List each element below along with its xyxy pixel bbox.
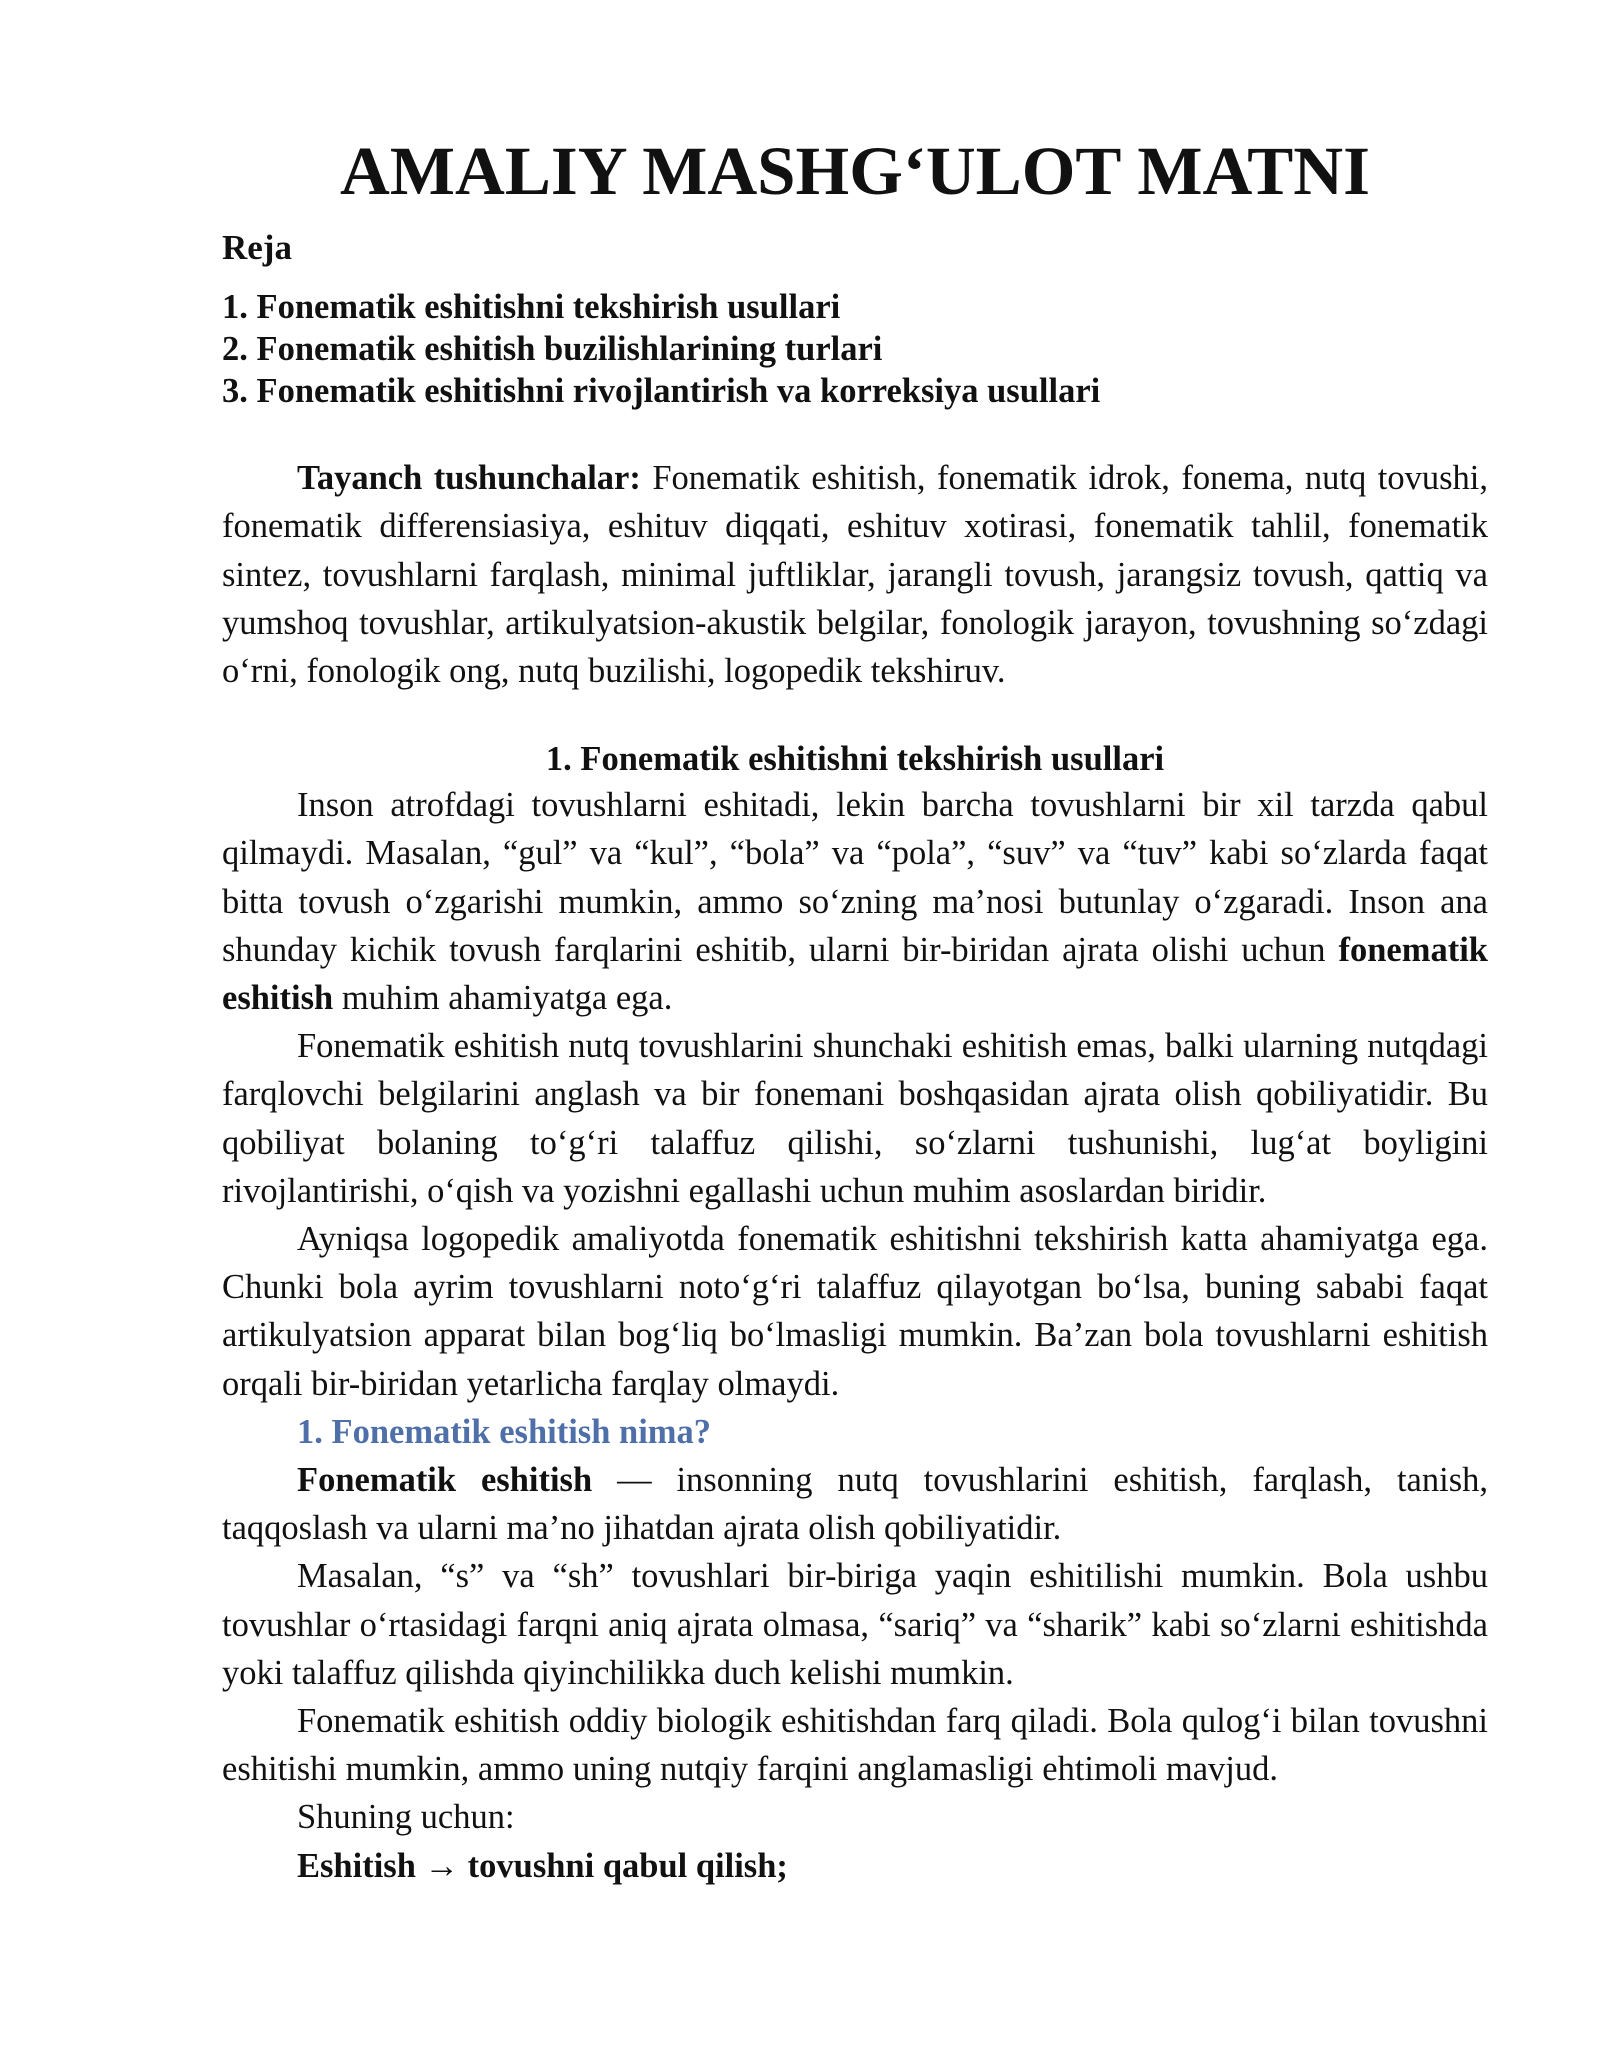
paragraph-text: Inson atrofdagi tovushlarni eshitadi, lekin barcha tovushlarni bir xil tarzda qabul qilmaydi. Masalan, “gul” va “kul”, “bola” va “pola”, “suv” va “tuv” kabi so‘zlarda faqat bitta tovush o‘zgarishi mumkin, ammo so‘zning ma’nosi butunlay o‘zgaradi. Inson ana shunday kichik tovush farqlarini eshitib, ularni bir-biridan ajrata olishi uchun	[222, 786, 1488, 969]
plan-list	[222, 286, 1488, 412]
body-line: Shuning uchun:	[297, 1798, 515, 1837]
plan-item: 2. Fonematik eshitish buzilishlarining turlari	[222, 330, 883, 369]
plan-item: 3. Fonematik eshitishni rivojlantirish va korreksiya usullari	[222, 372, 1101, 411]
paragraph-text: — insonning nutq tovushlarini eshitish, farqlash, tanish, taqqoslash va ularni ma’no jihatdan ajrata olish qobiliyatidir.	[222, 1461, 1488, 1548]
key-concepts-paragraph	[222, 454, 1488, 695]
body-paragraph: Fonematik eshitish oddiy biologik eshitishdan farq qiladi. Bola qulog‘i bilan tovushni eshitishi mumkin, ammo uning nutqiy farqini anglamasligi ehtimoli mavjud.	[222, 1702, 1488, 1789]
plan-heading: Reja	[222, 228, 292, 267]
plan-item: 1. Fonematik eshitishni tekshirish usullari	[222, 288, 841, 327]
body-paragraph: Ayniqsa logopedik amaliyotda fonematik eshitishni tekshirish katta ahamiyatga ega. Chunki bola ayrim tovushlarni noto‘g‘ri talaffuz qilayotgan bo‘lsa, buning sababi faqat artikulyatsion apparat bilan bog‘liq bo‘lmasligi mumkin. Ba’zan bola tovushlarni eshitish orqali bir-biridan yetarlicha farqlay olmaydi.	[222, 1220, 1488, 1403]
body-paragraph: Fonematik eshitish nutq tovushlarini shunchaki eshitish emas, balki ularning nutqdagi farqlovchi belgilarini anglash va bir fonemani boshqasidan ajrata olish qobiliyatidir. Bu qobiliyat bolaning to‘g‘ri talaffuz qilishi, so‘zlarni tushunishi, lug‘at boyligini rivojlantirishi, o‘qish va yozishni egallashi uchun muhim asoslardan biridir.	[222, 1027, 1488, 1210]
bold-term: fonematik eshitish	[222, 930, 1488, 1018]
key-concepts-text: Fonematik eshitish, fonematik idrok, fonema, nutq tovushi, fonematik differensiasiya, eshituv diqqati, eshituv xotirasi, fonematik tahlil, fonematik sintez, tovushlarni farqlash, minimal juftliklar, jarangli tovush, jarangsiz tovush, qattiq va yumshoq tovushlar, artikulyatsion-akustik belgilar, fonologik jarayon, tovushning so‘zdagi o‘rni, fonologik ong, nutq buzilishi, logopedik tekshiruv.	[222, 459, 1488, 691]
bold-line	[222, 1842, 1488, 1890]
paragraph-text: muhim ahamiyatga ega.	[333, 979, 673, 1018]
section-heading: 1. Fonematik eshitishni tekshirish usullari	[545, 740, 1165, 779]
bold-statement: Eshitish → tovushni qabul qilish;	[297, 1846, 788, 1885]
subheading: 1. Fonematik eshitish nima?	[297, 1412, 712, 1451]
definition-paragraph	[222, 1456, 1488, 1552]
body-paragraph	[222, 781, 1488, 1022]
page-title: AMALIY MASHG‘ULOT MATNI	[340, 133, 1370, 209]
document-body	[222, 133, 1488, 1890]
bold-term: Fonematik eshitish	[297, 1461, 593, 1500]
body-paragraph: Masalan, “s” va “sh” tovushlari bir-biriga yaqin eshitilishi mumkin. Bola ushbu tovushlar o‘rtasidagi farqni aniq ajrata olmasa, “sariq” va “sharik” kabi so‘zlarni eshitishda yoki talaffuz qilishda qiyinchilikka duch kelishi mumkin.	[222, 1557, 1488, 1692]
key-concepts-label: Tayanch tushunchalar:	[297, 459, 641, 498]
